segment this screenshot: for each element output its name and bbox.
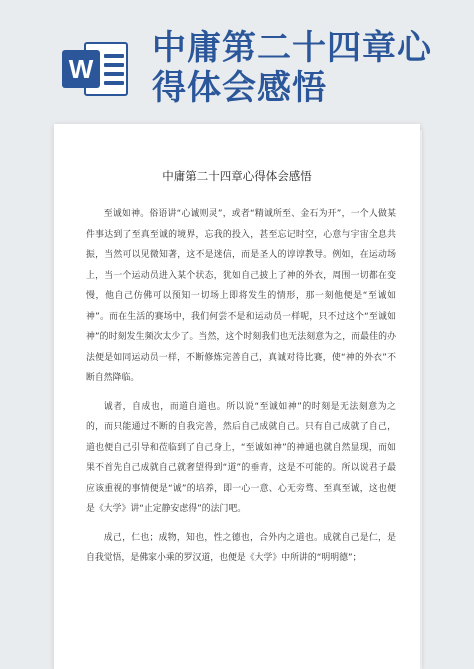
document-body — [86, 204, 396, 569]
paragraph-1: 至诚如神。俗语讲“心诚则灵”，或者“精诚所至、金石为开”，一个人做某件事达到了至真至诚的境界，忘我的投入，甚至忘记时空，心意与宇宙全息共振，当然可以见微知著，这不是迷信，而是圣人的谆谆教导。例如，在运动场上，当一个运动员进入某个状态，犹如自己披上了神的外衣，周围一切都在变慢，他自己仿佛可以预知一切场上即将发生的情形，那一刻他便是“至诚如神”。而在生活的赛场中，我们何尝不是和运动员一样呢，只不过这个“至诚如神”的时刻发生频次太少了。当然，这个时刻我们也无法刻意为之，而最佳的办法便是如同运动员一样，不断修炼完善自己，真诚对待比赛，使“神的外衣”不断自然降临。 — [86, 209, 396, 383]
paragraph-2: 诚者，自成也，而道自道也。所以说“至诚如神”的时刻是无法刻意为之的，而只能通过不断的自我完善，然后自己成就自己。只有自己成就了自己，道也便自己引导和莅临到了自己身上，“至诚如神”的神通也就自然显现，而如果不首先自己成就自己就奢望得到“道”的垂青，这是不可能的。所以说君子最应该重视的事情便是“诚”的培养，即一心一意、心无旁骛、至真至诚，这也便是《大学》讲“止定静安虑得”的法门吧。 — [86, 401, 396, 514]
page-title: 中庸第二十四章心得体会感悟 — [152, 28, 432, 108]
word-icon — [62, 40, 132, 98]
header — [0, 0, 474, 118]
document-title: 中庸第二十四章心得体会感悟 — [162, 169, 312, 183]
paragraph-3: 成己，仁也；成物，知也，性之德也，合外内之道也。成就自己是仁，是自我觉悟，是佛家小乘的罗汉道，也便是《大学》中所讲的“明明德”； — [86, 532, 396, 563]
document-page — [54, 124, 420, 669]
word-letter: W — [62, 50, 100, 88]
